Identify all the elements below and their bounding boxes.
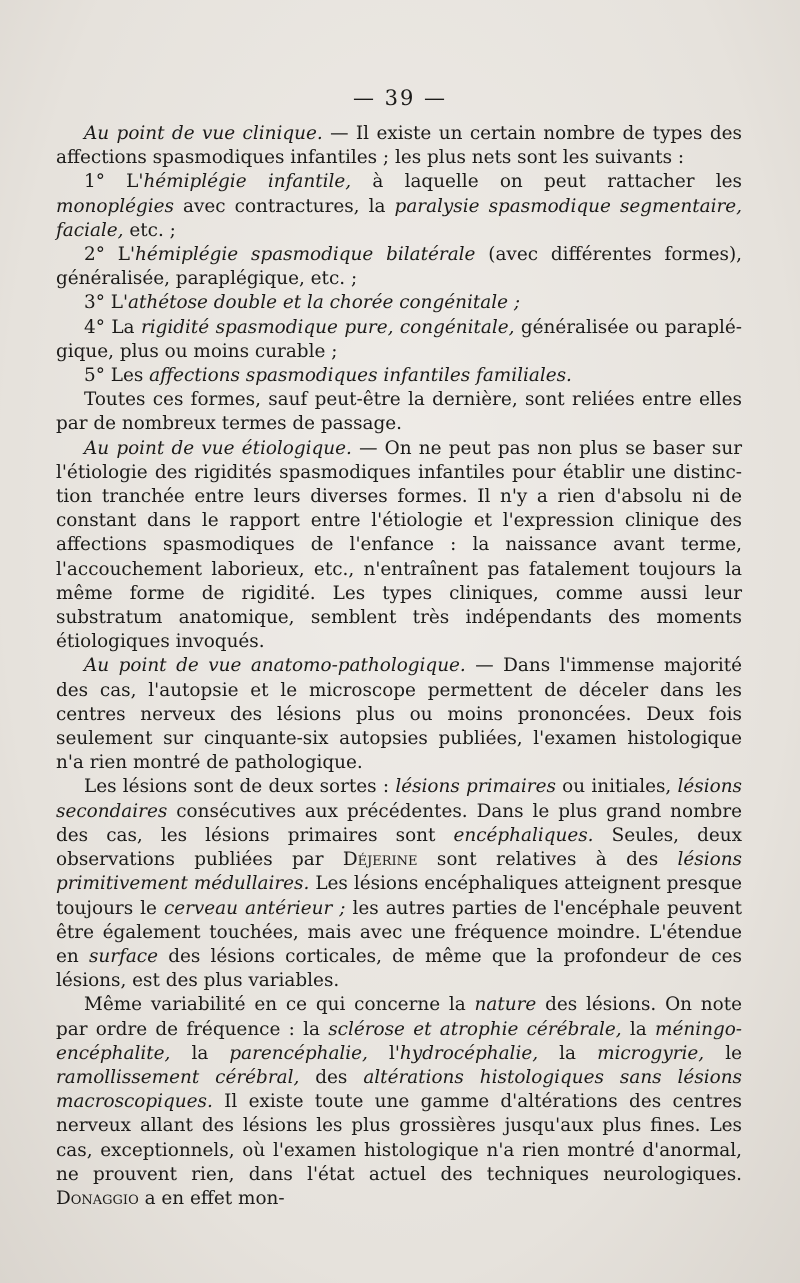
text-run: sont relatives à des bbox=[417, 849, 678, 871]
italic-text: méningo-encéphalite, bbox=[56, 1018, 742, 1064]
text-run: Les bbox=[110, 365, 150, 387]
italic-text: parencéphalie, bbox=[229, 1042, 368, 1064]
text-run: L' bbox=[126, 171, 144, 193]
italic-text: nature bbox=[474, 994, 537, 1016]
text-run: Il existe toute une gamme d'altérations des centres nerveux allant des lésions les plus grossières jusqu'aux plus fines. Les cas, exceptionnels, où l'examen histologique n'a rien montré d'anormal, ne prouvent rien, dans l'état actuel des techniques neurologiques. bbox=[56, 1091, 742, 1185]
paragraph-clinical bbox=[56, 122, 742, 170]
text-run: a en effet mon- bbox=[138, 1187, 285, 1209]
text-run: l' bbox=[367, 1042, 400, 1064]
paragraph-variability bbox=[56, 993, 742, 1211]
text-run: La bbox=[111, 316, 141, 338]
text-run: le bbox=[704, 1042, 742, 1064]
italic-text: sclérose et atrophie cérébrale, bbox=[328, 1018, 622, 1040]
italic-text: lésions primaires bbox=[395, 776, 556, 798]
text-run: L' bbox=[117, 244, 136, 266]
text-run: la bbox=[170, 1042, 230, 1064]
text-run: etc. ; bbox=[123, 219, 176, 241]
text-run: à laquelle on peut rattacher les bbox=[351, 171, 742, 193]
text-run: Même variabilité en ce qui concerne la bbox=[84, 994, 475, 1016]
italic-text: affections spasmodiques infantiles familiales. bbox=[149, 365, 572, 387]
heading-etiology: Au point de vue étiologique. bbox=[84, 437, 352, 459]
heading-clinical: Au point de vue clinique. bbox=[84, 123, 323, 144]
italic-text: encéphaliques. bbox=[453, 824, 594, 846]
paragraph-anatomy-text: — Dans l'immense majorité des cas, l'autopsie et le microscope permettent de déceler dans les centres nerveux des lésions plus ou moins prononcées. Deux fois seulement sur cinquante-six autopsies publiées, l'examen histologique n'a rien montré de pathologique. bbox=[56, 655, 742, 774]
list-item bbox=[56, 170, 742, 243]
italic-text: athétose double et la chorée congénitale ; bbox=[128, 292, 521, 314]
italic-text: hémiplégie spasmodique bilatérale bbox=[135, 244, 476, 266]
text-run: L' bbox=[110, 292, 129, 314]
paragraph-clinical-text: — Il existe un certain nombre de types des affections spasmodiques infantiles ; les plus nets sont les suivants : bbox=[56, 123, 742, 169]
list-number: 2° bbox=[84, 244, 118, 266]
list-item bbox=[56, 364, 742, 388]
italic-text: altérations histologiques sans lésions macroscopiques. bbox=[56, 1066, 742, 1113]
paragraph-lesions bbox=[56, 775, 742, 993]
text-run: Les lésions sont de deux sortes : bbox=[84, 776, 396, 798]
list-item bbox=[56, 316, 742, 364]
list-number: 5° bbox=[84, 365, 111, 387]
text-run: la bbox=[621, 1018, 656, 1040]
text-run: des lésions. On note par ordre de fréquence : la bbox=[56, 994, 742, 1040]
italic-text: rigidité spasmodique pure, congénitale, bbox=[140, 316, 515, 338]
list-number: 3° bbox=[84, 292, 111, 314]
text-run: consécutives aux précédentes. Dans le plus grand nombre des cas, les lésions primaires sont bbox=[56, 800, 742, 846]
text-run: généralisée ou paraplégique, plus ou moins curable ; bbox=[56, 316, 742, 362]
text-run: Seules, deux observations publiées par bbox=[56, 824, 742, 871]
body-text bbox=[56, 122, 742, 1211]
text-run: (avec différentes formes), généralisée, paraplégique, etc. ; bbox=[56, 244, 742, 290]
text-run: des lésions corticales, de même que la profondeur de ces lésions, est des plus variables. bbox=[56, 945, 742, 992]
italic-text: cerveau antérieur ; bbox=[163, 897, 346, 919]
text-run: Les lésions encéphaliques atteignent presque toujours le bbox=[56, 873, 742, 919]
types-list bbox=[56, 170, 742, 388]
list-number: 1° bbox=[84, 171, 127, 193]
page-number: — 39 — bbox=[352, 86, 448, 110]
paragraph-etiology-text: — On ne peut pas non plus se baser sur l'étiologie des rigidités spasmodiques infantiles pour établir une distinction tranchée entre leurs diverses formes. Il n'y a rien d'absolu ni de constant dans le rapport entre l'étiologie et l'expression clinique des affections spasmodiques de l'enfance : la naissance avant terme, l'accouchement laborieux, etc., n'entraînent pas fatalement toujours la même forme de rigidité. Les types cliniques, comme aussi leur substratum anatomique, semblent très indépendants des moments étiologiques invoqués. bbox=[56, 437, 742, 653]
paragraph-summary: Toutes ces formes, sauf peut-être la dernière, sont reliées entre elles par de nombreux termes de passage. bbox=[56, 389, 742, 435]
author-name: Donaggio bbox=[56, 1187, 139, 1209]
text-run: des bbox=[299, 1066, 364, 1088]
text-run: ou initiales, bbox=[555, 776, 678, 798]
list-item bbox=[56, 243, 742, 291]
italic-text: monoplégies bbox=[56, 195, 174, 217]
text-run: avec contractures, la bbox=[173, 195, 395, 217]
italic-text: lésions secondaires bbox=[56, 776, 742, 822]
italic-text: paralysie spasmodique segmentaire, faciale, bbox=[56, 195, 742, 241]
italic-text: hydrocéphalie, bbox=[399, 1042, 539, 1064]
italic-text: microgyrie, bbox=[597, 1042, 705, 1064]
italic-text: surface bbox=[88, 945, 158, 967]
list-item bbox=[56, 291, 742, 315]
paragraph-anatomy bbox=[56, 654, 742, 775]
author-name: Déjerine bbox=[342, 849, 418, 871]
italic-text: lésions primitivement médullaires. bbox=[56, 849, 742, 895]
heading-anatomy: Au point de vue anatomo-pathologique. bbox=[84, 655, 466, 677]
list-number: 4° bbox=[84, 316, 112, 338]
text-run: les autres parties de l'encéphale peuvent être également touchées, mais avec une fréquence moindre. L'étendue en bbox=[56, 897, 742, 967]
italic-text: hémiplégie infantile, bbox=[143, 171, 352, 193]
italic-text: ramollissement cérébral, bbox=[56, 1066, 300, 1088]
text-run: la bbox=[538, 1042, 598, 1064]
paragraph-etiology bbox=[56, 437, 742, 655]
